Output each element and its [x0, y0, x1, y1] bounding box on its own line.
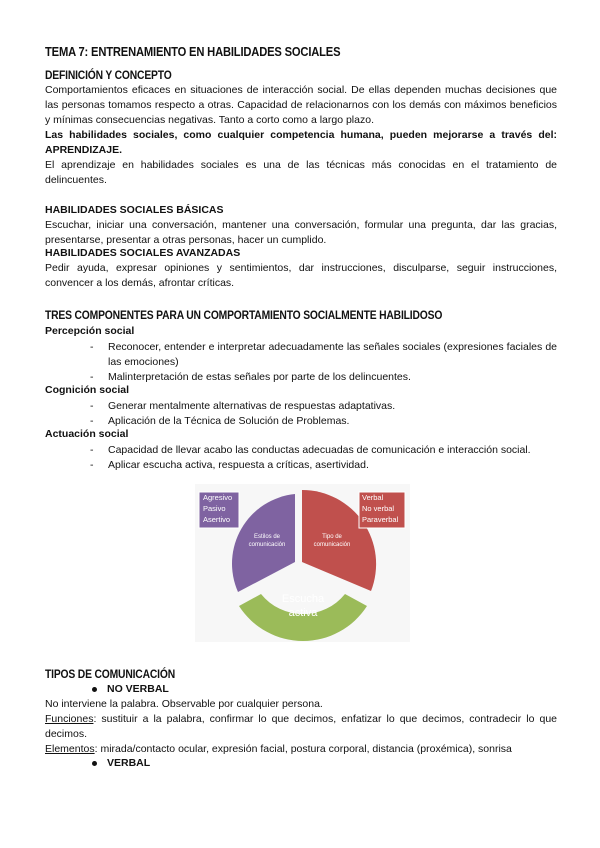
componentes-heading: TRES COMPONENTES PARA UN COMPORTAMIENTO SOCIALMENTE HABILIDOSO: [45, 308, 443, 322]
funciones-paragraph: Funciones: sustituir a la palabra, confirmar lo que decimos, enfatizar lo que decimos, contradecir lo que decimos.: [45, 713, 557, 740]
right-box-line: No verbal: [362, 504, 395, 513]
left-box-line: Pasivo: [203, 504, 226, 513]
list-item: - Reconocer, entender e interpretar adecuadamente las señales sociales (expresiones faciales de las emociones): [90, 341, 557, 368]
elementos-paragraph: Elementos: mirada/contacto ocular, expresión facial, postura corporal, distancia (proxémica), sonrisa: [45, 743, 512, 755]
left-box-line: Agresivo: [203, 493, 233, 502]
list-item: - Aplicación de la Técnica de Solución de Problemas.: [90, 415, 350, 427]
basicas-heading: HABILIDADES SOCIALES BÁSICAS: [45, 204, 224, 216]
list-item: - Capacidad de llevar acabo las conductas adecuadas de comunicación e interacción social.: [90, 444, 531, 456]
list-item: - Malinterpretación de estas señales por parte de los delincuentes.: [90, 371, 411, 383]
avanzadas-text: Pedir ayuda, expresar opiniones y sentimientos, dar instrucciones, disculparse, seguir instrucciones, convencer a los demás, afrontar críticas.: [45, 262, 557, 289]
no-verbal-line: No interviene la palabra. Observable por cualquier persona.: [45, 698, 323, 710]
definicion-heading: DEFINICIÓN Y CONCEPTO: [45, 68, 172, 82]
no-verbal-bullet: NO VERBAL: [92, 683, 169, 695]
left-segment-label: Estilos de: [253, 534, 281, 540]
definicion-paragraph: Comportamientos eficaces en situaciones de interacción social. De ellas dependen muchas decisiones que las personas tomamos respecto a otras. Capacidad de relacionarnos con los demás con máximos beneficios y mínimas consecuencias negativas. Tanto a corto como a largo plazo.: [45, 84, 557, 126]
tipos-heading: TIPOS DE COMUNICACIÓN: [45, 667, 175, 681]
right-box-line: Verbal: [362, 493, 384, 502]
bullet-icon: [92, 687, 97, 692]
right-segment-label: Tipo de: [322, 534, 342, 540]
communication-diagram: [195, 484, 410, 642]
verbal-bullet: VERBAL: [92, 757, 150, 769]
page-title: TEMA 7: ENTRENAMIENTO EN HABILIDADES SOCIALES: [45, 44, 341, 59]
bullet-icon: [92, 761, 97, 766]
left-segment-label: comunicación: [248, 542, 286, 548]
right-box-line: Paraverbal: [362, 515, 399, 524]
right-segment-label: comunicación: [313, 542, 351, 548]
avanzadas-heading: HABILIDADES SOCIALES AVANZADAS: [45, 247, 241, 259]
list-item: - Generar mentalmente alternativas de respuestas adaptativas.: [90, 400, 396, 412]
left-box-line: Asertivo: [203, 515, 231, 524]
bottom-segment-label: Escucha: [281, 593, 325, 605]
actuacion-title: Actuación social: [45, 428, 129, 440]
list-item: - Aplicar escucha activa, respuesta a críticas, asertividad.: [90, 459, 369, 471]
percepcion-title: Percepción social: [45, 325, 135, 337]
bottom-segment-label: activa: [288, 607, 318, 619]
basicas-text: Escuchar, iniciar una conversación, mantener una conversación, formular una pregunta, dar las gracias, presentarse, presentar a otras personas, hacer un cumplido.: [45, 219, 557, 246]
cognicion-title: Cognición social: [45, 384, 130, 396]
delincuentes-paragraph: El aprendizaje en habilidades sociales es una de las técnicas más conocidas en el tratamiento de delincuentes.: [45, 159, 557, 186]
aprendizaje-paragraph: Las habilidades sociales, como cualquier competencia humana, pueden mejorarse a través del: APRENDIZAJE.: [45, 129, 557, 156]
